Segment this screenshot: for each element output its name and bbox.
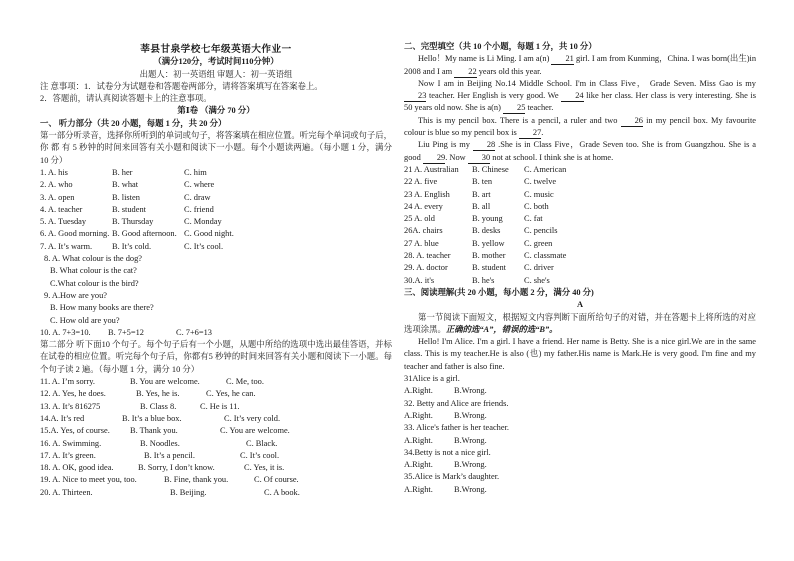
option-c: C. A book. bbox=[264, 487, 300, 497]
option-a: 28. A. teacher bbox=[404, 251, 451, 261]
tf-question: 32. Betty and Alice are friends. bbox=[404, 398, 509, 408]
option-c: C. It’s very cold. bbox=[224, 413, 281, 423]
option-b: B. Yes, he is. bbox=[136, 389, 180, 399]
option-wrong: B.Wrong. bbox=[454, 484, 487, 494]
option-b: B. Thank you. bbox=[130, 426, 178, 436]
question-row bbox=[40, 228, 392, 240]
text: years old this year. bbox=[478, 66, 542, 76]
notice-1: 注 意事项：1．试卷分为试题卷和答题卷两部分，请将答案填写在答案卷上。 bbox=[40, 81, 323, 91]
questions-11-20 bbox=[40, 376, 392, 499]
option-a: 30.A. it's bbox=[404, 275, 435, 285]
option-a: 17. A. It’s green. bbox=[40, 450, 96, 460]
option-a: 21 A. Australian bbox=[404, 164, 459, 174]
question-row bbox=[404, 176, 756, 188]
cloze-paragraph-2 bbox=[404, 78, 756, 115]
blank-25: 25 bbox=[503, 103, 525, 114]
option-right: A.Right. bbox=[404, 484, 433, 494]
option-b: B. You are welcome. bbox=[130, 377, 200, 387]
option-a: 12. A. Yes, he does. bbox=[40, 389, 106, 399]
option-b: B. Good afternoon. bbox=[112, 229, 177, 239]
option-wrong: B.Wrong. bbox=[454, 410, 487, 420]
tf-options bbox=[404, 435, 756, 447]
blank-24: 24 bbox=[561, 91, 583, 102]
text: . bbox=[541, 128, 544, 138]
text: not at school. I think she is at home. bbox=[492, 152, 614, 162]
question-row bbox=[40, 425, 392, 437]
option-b: B. student bbox=[112, 204, 146, 214]
option-right: A.Right. bbox=[404, 460, 433, 470]
blank-30: 30 bbox=[468, 153, 490, 164]
option-b: B. Beijing. bbox=[170, 487, 207, 497]
option-c: C. music bbox=[524, 189, 554, 199]
question-row bbox=[40, 474, 392, 486]
option-c: C. American bbox=[524, 164, 567, 174]
tf-options bbox=[404, 484, 756, 496]
question-row bbox=[40, 167, 392, 179]
part1-title: 第Ⅰ卷 （满分 70 分） bbox=[177, 106, 255, 116]
blank-28: 28 bbox=[473, 140, 495, 151]
option-b: B. what bbox=[112, 180, 139, 190]
listening-part1-instructions: 第一部分听录音，选择你所听到的单词或句子，将答案填在相应位置。听完每个单词或句子后，你 都 有 5 秒钟的时间来回答有关小题和阅读下一小题。每个小题读两遍。（每小题 1 分，满分 10 分） bbox=[40, 131, 392, 165]
cloze-paragraph-3 bbox=[404, 115, 756, 140]
text: Hello！My name is Li Ming. I am a(n) bbox=[418, 54, 550, 64]
option-c: C. It’s cool. bbox=[184, 241, 224, 251]
option-b: B. art bbox=[472, 189, 491, 199]
option-b: B. listen bbox=[112, 192, 140, 202]
text: Now I am in Beijing No.14 Middle School. I'm in Class Five， Grade Seven. Miss Gao is my bbox=[418, 78, 756, 88]
question-row bbox=[40, 413, 392, 425]
option-c: C. draw bbox=[184, 192, 211, 202]
tf-options bbox=[404, 459, 756, 471]
question-row bbox=[40, 204, 392, 216]
option-c: C. friend bbox=[184, 204, 214, 214]
option-c: C. driver bbox=[524, 263, 554, 273]
option-b: B. ten bbox=[472, 177, 493, 187]
option-b: B. he's bbox=[472, 275, 495, 285]
listening-part2-instructions: 第二部分 听下面10 个句子。每个句子后有一个小题，从题中所给的选项中选出最佳答语，并标在试卷的相应位置。听完每个句子后，你都有5 秒钟的时间来回答有关小题和阅读下一小题。每个句子读 2 遍。（每小题 1 分，满分 10 分） bbox=[40, 340, 392, 374]
text: like her class. Her class is very interesting. She is 50 years old now. She is a(n) bbox=[404, 91, 757, 113]
makers: 出题人：初一英语组 审题人：初一英语组 bbox=[139, 69, 293, 79]
reading-instructions bbox=[404, 312, 756, 337]
question-9 bbox=[40, 290, 392, 327]
question-row bbox=[40, 216, 392, 228]
option-a: 4. A. teacher bbox=[40, 204, 83, 214]
text: . Now bbox=[445, 152, 466, 162]
option-b: B. Sorry, I don’t know. bbox=[138, 463, 215, 473]
tf-options bbox=[404, 410, 756, 422]
blank-26: 26 bbox=[621, 116, 643, 127]
option-a: 19. A. Nice to meet you, too. bbox=[40, 475, 137, 485]
question-row bbox=[40, 376, 392, 388]
option-b: B. 7+5=12 bbox=[108, 327, 144, 337]
question-row bbox=[40, 462, 392, 474]
option-a: 3. A. open bbox=[40, 192, 75, 202]
option-right: A.Right. bbox=[404, 410, 433, 420]
option-wrong: B.Wrong. bbox=[454, 460, 487, 470]
option-a: 6. A. Good morning. bbox=[40, 229, 110, 239]
cloze-paragraph-1 bbox=[404, 53, 756, 78]
option-a: 27 A. blue bbox=[404, 238, 439, 248]
text: .She is in Class Five，Grade Seven too. She is from Guangzhou. She is a good bbox=[404, 140, 757, 162]
question-row bbox=[404, 275, 756, 287]
question-row bbox=[404, 238, 756, 250]
right-column bbox=[404, 41, 756, 496]
question-row bbox=[40, 450, 392, 462]
option-b: B. young bbox=[472, 214, 503, 224]
option-c: C. him bbox=[184, 167, 207, 177]
blank-27: 27 bbox=[519, 128, 541, 139]
option-c: C. she's bbox=[524, 275, 550, 285]
question-row bbox=[40, 388, 392, 400]
text: girl. I am from Kunming，China. I was born(出生)in 2008 and I am bbox=[404, 54, 757, 76]
question-row bbox=[404, 250, 756, 262]
left-column bbox=[40, 44, 392, 499]
option-a: 13. A. It’s 816275 bbox=[40, 401, 101, 411]
question-row bbox=[404, 201, 756, 213]
option-c: C. You are welcome. bbox=[220, 426, 290, 436]
question-row bbox=[40, 401, 392, 413]
option-c: C. How old are you? bbox=[50, 315, 120, 325]
blank-21: 21 bbox=[551, 54, 573, 65]
option-b: B. yellow bbox=[472, 238, 505, 248]
answer-rule: 正确的选“A”，错误的选“B”。 bbox=[445, 324, 558, 334]
option-c: C. green bbox=[524, 238, 553, 248]
option-c: C. 7+6=13 bbox=[176, 327, 212, 337]
listening-title: 一、 听力部分（共 20 小题，每题 1 分，共 20 分） bbox=[40, 118, 227, 128]
text: teacher. Her English is very good. We bbox=[428, 91, 559, 101]
option-a: 11. A. I’m sorry. bbox=[40, 377, 95, 387]
tf-question: 31Alice is a girl. bbox=[404, 374, 460, 384]
text: 第一节阅读下面短文，根据短文内容判断下面所给句子的对错，并在答题卡上将所选的对应选项涂黑。 bbox=[404, 312, 756, 334]
option-c: C. twelve bbox=[524, 177, 557, 187]
option-a: 1. A. his bbox=[40, 167, 68, 177]
option-right: A.Right. bbox=[404, 386, 433, 396]
option-b: B. What colour is the cat? bbox=[50, 266, 137, 276]
text: teacher. bbox=[527, 103, 554, 113]
option-b: B. student bbox=[472, 263, 506, 273]
option-c: C. He is 11. bbox=[200, 401, 240, 411]
question-row bbox=[40, 241, 392, 253]
option-c: C. Black. bbox=[246, 438, 278, 448]
tf-question: 35.Alice is Mark’s daughter. bbox=[404, 472, 500, 482]
option-c: C. It’s cool. bbox=[240, 450, 280, 460]
cloze-options bbox=[404, 164, 756, 287]
option-c: C. Me, too. bbox=[226, 377, 264, 387]
option-a: 9. A.How are you? bbox=[44, 290, 108, 300]
option-c: C. both bbox=[524, 201, 549, 211]
tf-options bbox=[404, 385, 756, 397]
option-a: 20. A. Thirteen. bbox=[40, 487, 93, 497]
option-b: B. all bbox=[472, 201, 491, 211]
text: This is my pencil box. There is a pencil, a ruler and two bbox=[418, 115, 618, 125]
option-c: C. Yes, it is. bbox=[244, 463, 285, 473]
questions-1-7 bbox=[40, 167, 392, 253]
option-a: 14.A. It’s red bbox=[40, 413, 85, 423]
school-title: 莘县甘泉学校七年级英语大作业一 bbox=[140, 44, 292, 55]
option-c: C. classmate bbox=[524, 251, 567, 261]
tf-question: 33. Alice's father is her teacher. bbox=[404, 423, 509, 433]
text: Liu Ping is my bbox=[418, 140, 470, 150]
blank-29: 29 bbox=[423, 153, 445, 164]
option-a: 10. A. 7+3=10. bbox=[40, 327, 91, 337]
option-wrong: B.Wrong. bbox=[454, 435, 487, 445]
question-row bbox=[404, 213, 756, 225]
option-a: 25 A. old bbox=[404, 214, 435, 224]
option-right: A.Right. bbox=[404, 435, 433, 445]
option-a: 2. A. who bbox=[40, 180, 73, 190]
score-time: （满分120分，考试时间110分钟） bbox=[153, 57, 279, 67]
question-row bbox=[404, 189, 756, 201]
tf-question: 34.Betty is not a nice girl. bbox=[404, 447, 491, 457]
option-a: 18. A. OK, good idea. bbox=[40, 463, 114, 473]
option-b: B. Class 8. bbox=[140, 401, 177, 411]
option-c: C. Monday bbox=[184, 217, 222, 227]
option-c: C. Good night. bbox=[184, 229, 234, 239]
option-b: B. Thursday bbox=[112, 217, 154, 227]
option-c: C. Of course. bbox=[254, 475, 299, 485]
option-c: C. fat bbox=[524, 214, 543, 224]
option-b: B. It’s a blue box. bbox=[122, 413, 182, 423]
section-a-label: A bbox=[576, 300, 584, 310]
option-b: B. How many books are there? bbox=[50, 303, 154, 313]
question-row bbox=[40, 487, 392, 499]
question-row bbox=[404, 225, 756, 237]
question-row bbox=[404, 262, 756, 274]
reading-passage: Hello! I'm Alice. I'm a girl. I have a friend. Her name is Betty. She is a nice girl.We are in the same class. This is my teacher.He is also (也) my father.His name is Mark.He is very good. I'm fine and my teacher and father is also fine. bbox=[404, 337, 756, 371]
option-a: 5. A. Tuesday bbox=[40, 217, 87, 227]
blank-22: 22 bbox=[454, 67, 476, 78]
cloze-title: 二、完型填空（共 10 个小题，每题 1 分，共 10 分） bbox=[404, 42, 597, 51]
option-c: C. Yes, he can. bbox=[206, 389, 256, 399]
question-row bbox=[40, 179, 392, 191]
blank-23: 23 bbox=[404, 91, 426, 102]
option-a: 22 A. five bbox=[404, 177, 438, 187]
option-b: B. mother bbox=[472, 251, 506, 261]
reading-title: 三、阅读理解(共 20 小题，每小题 2 分，满分 40 分) bbox=[404, 287, 594, 297]
text: in my pencil box. My favourite colour is blue so my pencil box is bbox=[404, 115, 757, 138]
notice-2: 2．答题前，请认真阅读答题卡上的注意事项。 bbox=[40, 94, 212, 104]
option-b: B. Fine, thank you. bbox=[164, 475, 229, 485]
cloze-paragraph-4 bbox=[404, 139, 756, 164]
question-row bbox=[40, 438, 392, 450]
option-b: B. desks bbox=[472, 226, 501, 236]
option-a: 26A. chairs bbox=[404, 226, 443, 236]
option-a: 8. A. What colour is the dog? bbox=[44, 254, 143, 264]
true-false-questions bbox=[404, 373, 756, 496]
option-a: 16. A. Swimming. bbox=[40, 438, 102, 448]
option-a: 29. A. doctor bbox=[404, 263, 448, 273]
option-wrong: B.Wrong. bbox=[454, 386, 487, 396]
option-a: 15.A. Yes, of course. bbox=[40, 426, 110, 436]
option-b: B. It’s a pencil. bbox=[144, 450, 195, 460]
option-a: 23 A. English bbox=[404, 189, 450, 199]
option-b: B. Chinese bbox=[472, 164, 509, 174]
option-a: 24 A. every bbox=[404, 201, 443, 211]
option-c: C. pencils bbox=[524, 226, 558, 236]
option-b: B. her bbox=[112, 167, 133, 177]
option-b: B. Noodles. bbox=[140, 438, 180, 448]
option-b: B. It’s cold. bbox=[112, 241, 152, 251]
option-a: 7. A. It’s warm. bbox=[40, 241, 93, 251]
question-8 bbox=[40, 253, 392, 290]
option-c: C.What colour is the bird? bbox=[50, 278, 139, 288]
option-c: C. where bbox=[184, 180, 215, 190]
question-10 bbox=[40, 327, 392, 339]
question-row bbox=[40, 192, 392, 204]
question-row bbox=[404, 164, 756, 176]
